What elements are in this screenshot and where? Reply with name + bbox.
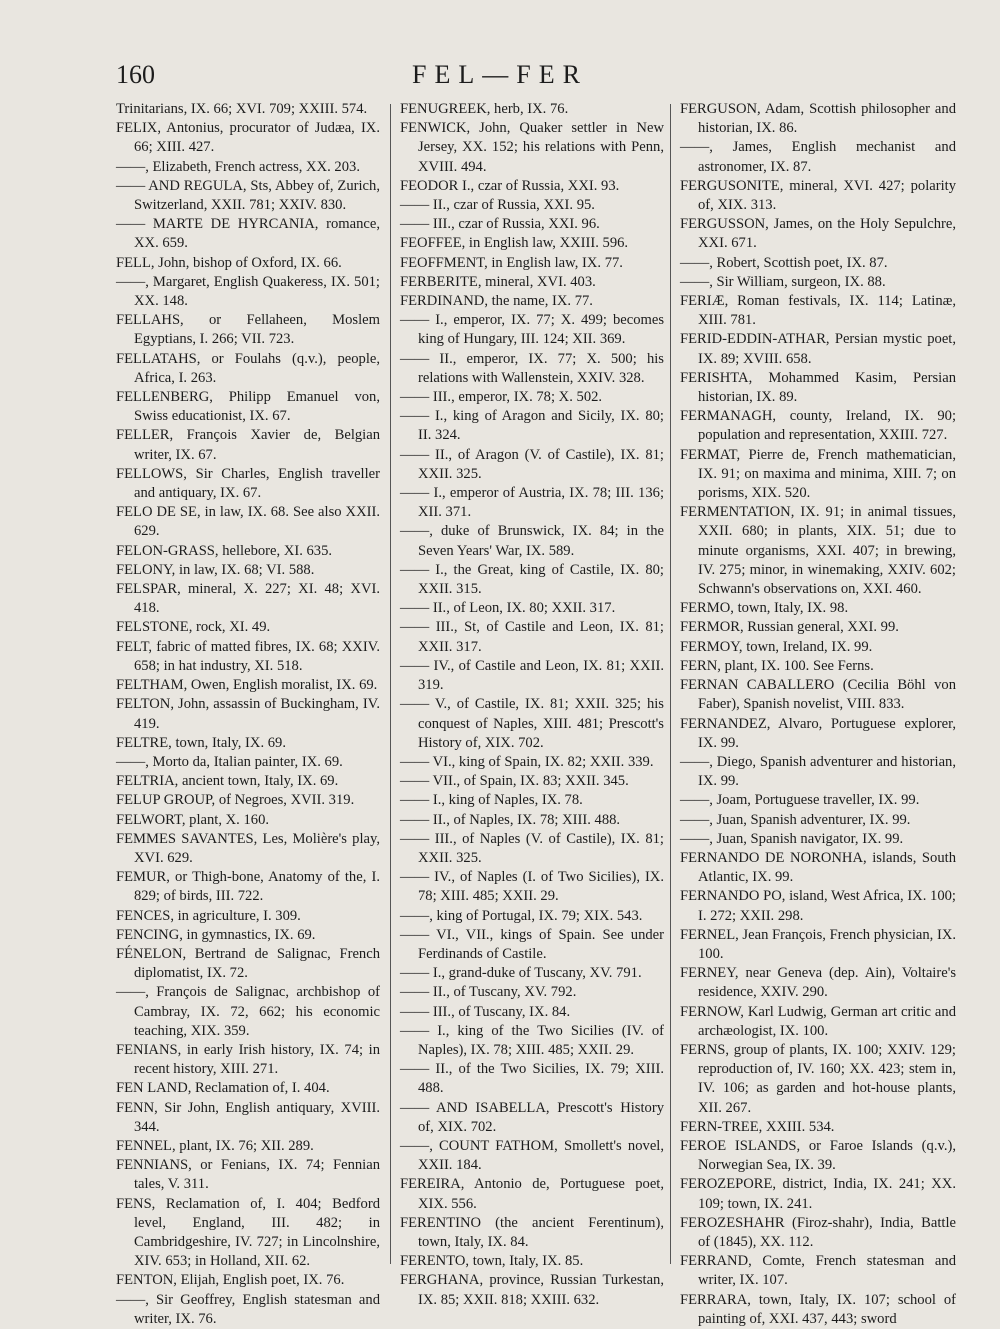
- index-entry: FENN, Sir John, English antiquary, XVIII. 344.: [116, 1099, 380, 1135]
- index-entry: FERMAT, Pierre de, French mathematician, IX. 91; on maxima and minima, XIII. 7; on porisms, XIX. 520.: [680, 446, 956, 502]
- index-entry: FELTRE, town, Italy, IX. 69.: [116, 734, 286, 751]
- index-entry: FERNANDEZ, Alvaro, Portuguese explorer, IX. 99.: [680, 715, 956, 751]
- index-entry: ——, Joam, Portuguese traveller, IX. 99.: [680, 792, 920, 809]
- index-entry: —— V., of Castile, IX. 81; XXII. 325; his conquest of Naples, XIII. 481; Prescott's History of, XIX. 702.: [400, 696, 664, 751]
- index-entry: FENNEL, plant, IX. 76; XII. 289.: [116, 1137, 314, 1154]
- index-entry: —— I., king of the Two Sicilies (IV. of Naples), IX. 78; XIII. 485; XXII. 29.: [400, 1022, 664, 1058]
- index-entry: FERN-TREE, XXIII. 534.: [680, 1118, 835, 1135]
- index-entry: —— III., St, of Castile and Leon, IX. 81; XXII. 317.: [400, 619, 664, 655]
- index-entry: —— I., king of Aragon and Sicily, IX. 80; II. 324.: [400, 408, 664, 444]
- index-entry: FENNIANS, or Fenians, IX. 74; Fennian tales, V. 311.: [116, 1157, 380, 1193]
- index-entry: FÉNELON, Bertrand de Salignac, French diplomatist, IX. 72.: [116, 945, 380, 982]
- index-entry: FEN LAND, Reclamation of, I. 404.: [116, 1080, 330, 1097]
- index-entry: ——, James, English mechanist and astronomer, IX. 87.: [680, 139, 956, 175]
- index-entry: —— VI., king of Spain, IX. 82; XXII. 339.: [400, 753, 654, 770]
- index-entry: FEROZEPORE, district, India, IX. 241; XX. 109; town, IX. 241.: [680, 1176, 956, 1212]
- index-entry: FEREIRA, Antonio de, Portuguese poet, XIX. 556.: [400, 1176, 664, 1212]
- index-entry: FERNANDO DE NORONHA, islands, South Atlantic, IX. 99.: [680, 849, 956, 886]
- index-entry: FELONY, in law, IX. 68; VI. 588.: [116, 561, 315, 578]
- index-entry: —— VI., VII., kings of Spain. See under Ferdinands of Castile.: [400, 926, 664, 962]
- index-entry: FELTON, John, assassin of Buckingham, IV. 419.: [116, 696, 380, 732]
- index-entry: —— II., emperor, IX. 77; X. 500; his relations with Wallenstein, XXIV. 328.: [400, 350, 664, 386]
- index-column-1: [116, 100, 380, 1327]
- index-entry: FEOFFMENT, in English law, IX. 77.: [400, 254, 623, 271]
- index-entry: —— II., of Leon, IX. 80; XXII. 317.: [400, 600, 616, 617]
- index-entry: ——, Robert, Scottish poet, IX. 87.: [680, 254, 888, 271]
- index-entry: FELSTONE, rock, XI. 49.: [116, 619, 271, 636]
- running-head: FEL—FER: [412, 60, 588, 89]
- index-entry: FERGUSON, Adam, Scottish philosopher and historian, IX. 86.: [680, 101, 956, 137]
- index-entry: FELLATAHS, or Foulahs (q.v.), people, Africa, I. 263.: [116, 350, 380, 386]
- index-entry: FERID-EDDIN-ATHAR, Persian mystic poet, IX. 89; XVIII. 658.: [680, 331, 956, 367]
- index-columns: [116, 100, 957, 1327]
- index-entry: ——, Sir William, surgeon, IX. 88.: [680, 273, 886, 290]
- index-entry: FELTRIA, ancient town, Italy, IX. 69.: [116, 773, 339, 790]
- index-entry: ——, Morto da, Italian painter, IX. 69.: [116, 753, 343, 770]
- index-entry: —— IV., of Castile and Leon, IX. 81; XXII. 319.: [400, 657, 664, 694]
- index-entry: FERMOY, town, Ireland, IX. 99.: [680, 638, 873, 655]
- index-entry: FEODOR I., czar of Russia, XXI. 93.: [400, 177, 620, 194]
- index-entry: FERMOR, Russian general, XXI. 99.: [680, 619, 899, 636]
- index-entry: —— III., emperor, IX. 78; X. 502.: [400, 389, 603, 406]
- index-column-3: [680, 100, 957, 1327]
- index-entry: ——, Margaret, English Quakeress, IX. 501; XX. 148.: [116, 273, 380, 310]
- index-entry: FEROE ISLANDS, or Faroe Islands (q.v.), Norwegian Sea, IX. 39.: [680, 1137, 956, 1174]
- index-entry: FEOFFEE, in English law, XXIII. 596.: [400, 235, 629, 252]
- index-entry: ——, Juan, Spanish navigator, IX. 99.: [680, 830, 904, 847]
- index-entry: ——, Elizabeth, French actress, XX. 203.: [116, 158, 360, 175]
- index-entry: FERMENTATION, IX. 91; in animal tissues, XXII. 680; in plants, XIX. 51; due to minute organisms, XXI. 407; in brewing, IV. 275; minor, in winemaking, XXIV. 602; Schwann's observations on, XXI. 460.: [680, 504, 956, 598]
- index-entry: ——, Juan, Spanish adventurer, IX. 99.: [680, 811, 911, 828]
- index-column-2: [400, 100, 664, 1308]
- index-entry: FENWICK, John, Quaker settler in New Jersey, XX. 152; his relations with Penn, XVIII. 494.: [400, 120, 664, 175]
- index-entry: FERRARA, town, Italy, IX. 107; school of painting of, XXI. 437, 443; sword: [680, 1291, 956, 1327]
- index-entry: FEMMES SAVANTES, Les, Molière's play, XVI. 629.: [116, 830, 380, 866]
- index-entry: FELLENBERG, Philipp Emanuel von, Swiss educationist, IX. 67.: [116, 389, 380, 425]
- index-entry: FELT, fabric of matted fibres, IX. 68; XXIV. 658; in hat industry, XI. 518.: [116, 638, 380, 674]
- index-entry: —— I., emperor, IX. 77; X. 499; becomes king of Hungary, III. 124; XII. 369.: [400, 312, 664, 348]
- index-entry: —— I., grand-duke of Tuscany, XV. 791.: [400, 965, 642, 982]
- index-entry: —— III., of Tuscany, IX. 84.: [400, 1003, 571, 1020]
- index-entry: FERGUSSON, James, on the Holy Sepulchre, XXI. 671.: [680, 216, 956, 252]
- index-entry: —— I., emperor of Austria, IX. 78; III. 136; XII. 371.: [400, 485, 664, 521]
- index-entry: —— MARTE DE HYRCANIA, romance, XX. 659.: [116, 216, 380, 252]
- index-entry: FERNAN CABALLERO (Cecilia Böhl von Faber), Spanish novelist, VIII. 833.: [680, 677, 956, 713]
- index-entry: —— III., of Naples (V. of Castile), IX. 81; XXII. 325.: [400, 830, 664, 866]
- index-entry: —— AND REGULA, Sts, Abbey of, Zurich, Switzerland, XXII. 781; XXIV. 830.: [116, 177, 380, 214]
- index-entry: FERNS, group of plants, IX. 100; XXIV. 129; reproduction of, IV. 160; XX. 423; stem in, IV. 106; as garden and hot-house plants, XII. 267.: [680, 1041, 956, 1116]
- index-entry: FELLAHS, or Fellaheen, Moslem Egyptians, I. 266; VII. 723.: [116, 312, 380, 348]
- index-entry: —— VII., of Spain, IX. 83; XXII. 345.: [400, 773, 629, 790]
- page-header: [0, 60, 1000, 100]
- index-entry: FERMANAGH, county, Ireland, IX. 90; population and representation, XXIII. 727.: [680, 408, 956, 444]
- index-entry: ——, Diego, Spanish adventurer and historian, IX. 99.: [680, 753, 956, 790]
- index-entry: FERNOW, Karl Ludwig, German art critic and archæologist, IX. 100.: [680, 1003, 956, 1039]
- index-entry: FERNEY, near Geneva (dep. Ain), Voltaire's residence, XXIV. 290.: [680, 965, 956, 1001]
- index-entry: FERGHANA, province, Russian Turkestan, IX. 85; XXII. 818; XXIII. 632.: [400, 1272, 664, 1308]
- index-entry: FELLER, François Xavier de, Belgian writer, IX. 67.: [116, 427, 380, 463]
- index-entry: FEROZESHAHR (Firoz-shahr), India, Battle of (1845), XX. 112.: [680, 1214, 956, 1250]
- index-entry: FENTON, Elijah, English poet, IX. 76.: [116, 1272, 345, 1289]
- index-entry: —— I., the Great, king of Castile, IX. 80; XXII. 315.: [400, 561, 664, 598]
- index-entry: FENIANS, in early Irish history, IX. 74; in recent history, XIII. 271.: [116, 1041, 380, 1078]
- index-entry: FERBERITE, mineral, XVI. 403.: [400, 273, 596, 290]
- index-entry: FELIX, Antonius, procurator of Judæa, IX. 66; XIII. 427.: [116, 120, 380, 156]
- index-entry: —— I., king of Naples, IX. 78.: [400, 792, 583, 809]
- index-entry: —— II., of Tuscany, XV. 792.: [400, 984, 577, 1001]
- column-rule: [670, 104, 671, 1264]
- index-entry: FERIÆ, Roman festivals, IX. 114; Latinæ, XIII. 781.: [680, 293, 956, 329]
- index-entry: —— III., czar of Russia, XXI. 96.: [400, 216, 600, 233]
- index-entry: FELLOWS, Sir Charles, English traveller and antiquary, IX. 67.: [116, 465, 380, 502]
- index-entry: ——, king of Portugal, IX. 79; XIX. 543.: [400, 907, 643, 924]
- index-entry: ——, François de Salignac, archbishop of Cambray, IX. 72, 662; his economic teaching, XIX. 359.: [116, 984, 380, 1039]
- index-entry: FERMO, town, Italy, IX. 98.: [680, 600, 849, 617]
- index-entry: FENCES, in agriculture, I. 309.: [116, 907, 301, 924]
- page-number: 160: [116, 60, 155, 89]
- index-entry: FERGUSONITE, mineral, XVI. 427; polarity of, XIX. 313.: [680, 177, 956, 214]
- index-entry: —— II., of Naples, IX. 78; XIII. 488.: [400, 811, 621, 828]
- index-entry: FENS, Reclamation of, I. 404; Bedford level, England, III. 482; in Cambridgeshire, IV. 727; in Lincolnshire, XIV. 653; in Holland, XII. 62.: [116, 1195, 380, 1270]
- column-rule: [390, 104, 391, 1264]
- index-entry: FELON-GRASS, hellebore, XI. 635.: [116, 542, 333, 559]
- index-entry: FELO DE SE, in law, IX. 68. See also XXII. 629.: [116, 504, 380, 540]
- index-entry: FERNEL, Jean François, French physician, IX. 100.: [680, 926, 957, 962]
- index-entry: ——, COUNT FATHOM, Smollett's novel, XXII. 184.: [400, 1137, 664, 1174]
- index-entry: FELL, John, bishop of Oxford, IX. 66.: [116, 254, 342, 271]
- index-entry: —— IV., of Naples (I. of Two Sicilies), IX. 78; XIII. 485; XXII. 29.: [400, 869, 664, 905]
- index-entry: FELSPAR, mineral, X. 227; XI. 48; XVI. 418.: [116, 581, 380, 617]
- index-entry: ——, Sir Geoffrey, English statesman and writer, IX. 76.: [116, 1291, 380, 1327]
- index-entry: FERENTINO (the ancient Ferentinum), town, Italy, IX. 84.: [400, 1214, 664, 1250]
- index-entry: FERENTO, town, Italy, IX. 85.: [400, 1253, 584, 1270]
- index-entry: FERNANDO PO, island, West Africa, IX. 100; I. 272; XXII. 298.: [680, 888, 956, 924]
- index-entry: FEMUR, or Thigh-bone, Anatomy of the, I. 829; of birds, III. 722.: [116, 869, 380, 905]
- index-entry: —— II., of the Two Sicilies, IX. 79; XIII. 488.: [400, 1061, 664, 1097]
- index-entry: —— II., of Aragon (V. of Castile), IX. 81; XXII. 325.: [400, 446, 664, 482]
- index-entry: —— AND ISABELLA, Prescott's History of, XIX. 702.: [400, 1099, 664, 1135]
- index-entry: Trinitarians, IX. 66; XVI. 709; XXIII. 574.: [116, 101, 368, 117]
- index-entry: FENUGREEK, herb, IX. 76.: [400, 101, 569, 117]
- index-entry: FERISHTA, Mohammed Kasim, Persian historian, IX. 89.: [680, 369, 956, 406]
- index-entry: FELTHAM, Owen, English moralist, IX. 69.: [116, 677, 378, 694]
- index-entry: FELWORT, plant, X. 160.: [116, 811, 270, 828]
- index-entry: FENCING, in gymnastics, IX. 69.: [116, 926, 316, 943]
- index-entry: —— II., czar of Russia, XXI. 95.: [400, 197, 595, 214]
- index-entry: FELUP GROUP, of Negroes, XVII. 319.: [116, 792, 355, 809]
- index-entry: FERDINAND, the name, IX. 77.: [400, 293, 593, 310]
- index-entry: FERN, plant, IX. 100. See Ferns.: [680, 657, 874, 674]
- index-entry: FERRAND, Comte, French statesman and writer, IX. 107.: [680, 1253, 956, 1289]
- index-entry: ——, duke of Brunswick, IX. 84; in the Seven Years' War, IX. 589.: [400, 523, 664, 559]
